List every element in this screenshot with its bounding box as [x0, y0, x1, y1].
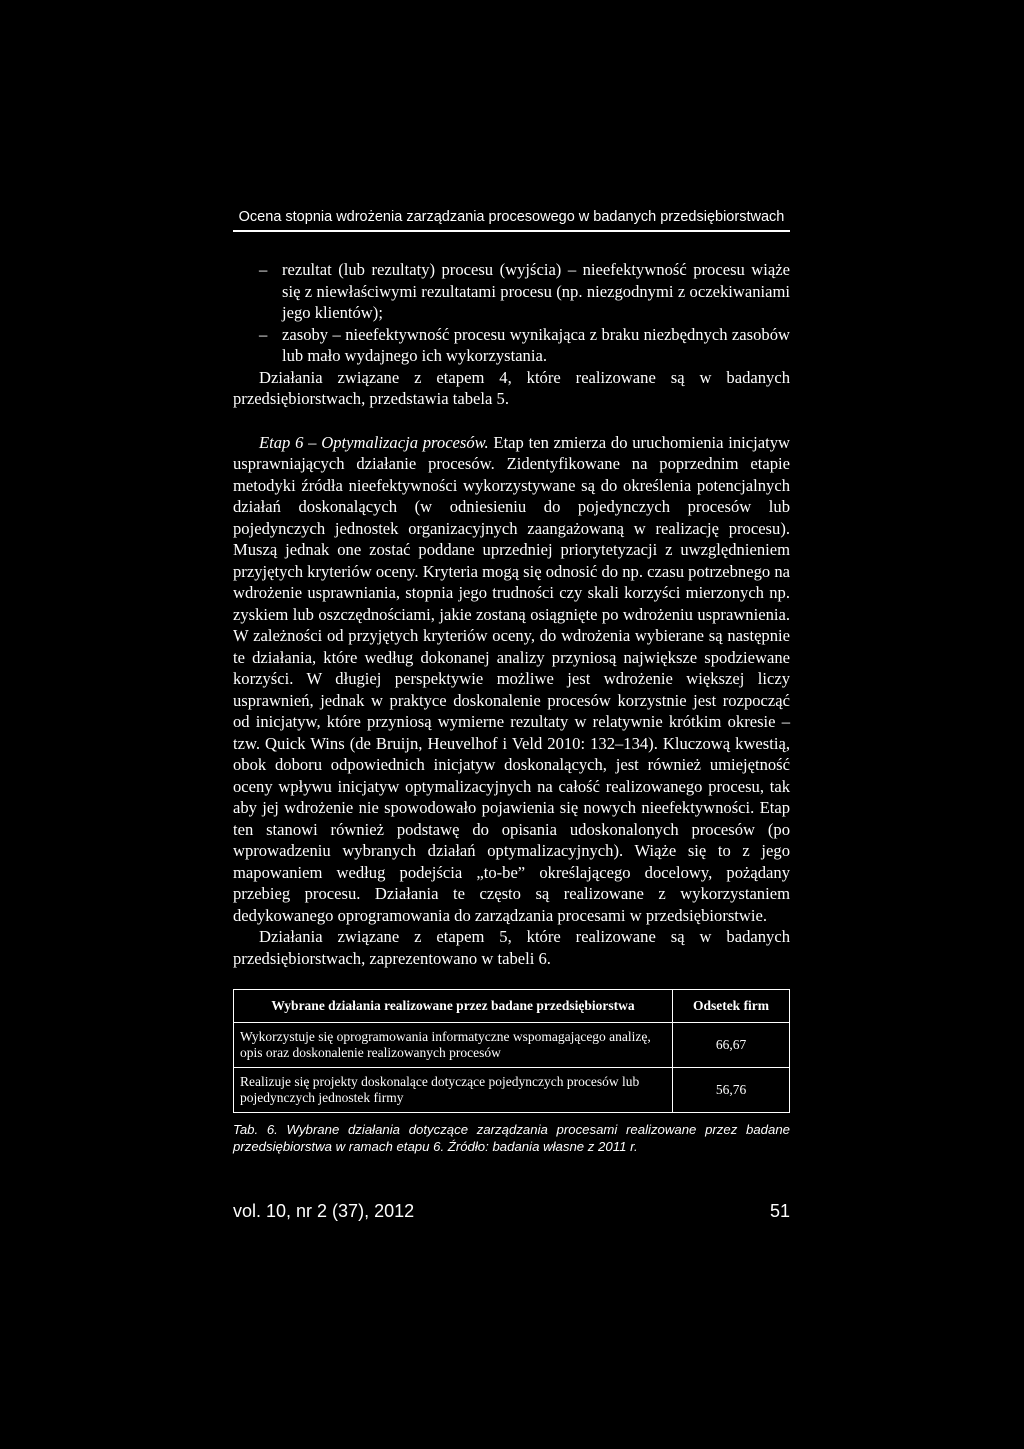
results-table: [233, 989, 790, 1113]
dash-marker: –: [259, 260, 268, 279]
page-footer: [233, 1200, 790, 1222]
table-cell-percent: 56,76: [673, 1068, 790, 1113]
stage6-body-text: Zidentyfikowane na poprzednim etapie metodyki źródła nieefektywności wykorzystywane są do określenia potencjalnych działań doskonalących (w odniesieniu do pojedynczych procesów lub pojedynczych jednostek organizacyjnych zaangażowaną w realizację procesu). Muszą jednak one zostać poddane uprzedniej priorytetyzacji z uwzględnieniem przyjętych kryteriów oceny. Kryteria mogą się odnosić do np. czasu potrzebnego na wdrożenie usprawniania, stopnia jego trudności czy skali korzyści mierzonych np. zyskiem lub oszczędnościami, jakie zostaną osiągnięte po wdrożeniu usprawnienia. W zależności od przyjętych kryteriów oceny, do wdrożenia wybierane są następnie te działania, które według dokonanej analizy przyniosą największe spodziewane korzyści. W długiej perspektywie możliwe jest wdrożenie większej liczy usprawnień, jednak w praktyce doskonalenie procesów korzystnie jest rozpocząć od inicjatyw, które przyniosą wymierne rezultaty w relatywnie krótkim okresie – tzw. Quick Wins (de Bruijn, Heuvelhof i Veld 2010: 132–134). Kluczową kwestią, obok doboru odpowiednich inicjatyw doskonalących, jest również umiejętność oceny wpływu inicjatyw optymalizacyjnych na całość realizowanego procesu, tak aby jej wdrożenie nie spowodowało pojawienia się nowych nieefektywności. Etap ten stanowi również podstawę do opisania udoskonalonych procesów (po wprowadzeniu wybranych działań optymalizacyjnych). Wiąże się to z jego mapowaniem według podejścia „to-be” określającego docelowy, pożądany przebieg procesu. Działania te często są realizowane z wykorzystaniem dedykowanego oprogramowania do zarządzania procesami w przedsiębiorstwie.: [233, 454, 790, 925]
table-header-row: [234, 990, 790, 1023]
header-rule: [233, 230, 790, 232]
paragraph-stage4: Działania związane z etapem 4, które realizowane są w badanych przedsiębiorstwach, przedstawia tabela 5.: [233, 367, 790, 408]
paragraph-stage5-table-ref: Działania związane z etapem 5, które realizowane są w badanych przedsiębiorstwach, zaprezentowano w tabeli 6.: [233, 927, 790, 968]
column-header-percent: Odsetek firm: [673, 990, 790, 1023]
table-cell-activity: Realizuje się projekty doskonalące dotyczące pojedynczych procesów lub pojedynczych jednostek firmy: [234, 1068, 673, 1113]
stage6-intro-text: Etap ten zmierza do uruchomienia inicjatyw usprawniających działanie procesów.: [233, 432, 790, 473]
column-header-activity: Wybrane działania realizowane przez badane przedsiębiorstwa: [234, 990, 673, 1023]
list-item-text: rezultat (lub rezultaty) procesu (wyjścia) – nieefektywność procesu wiąże się z niewłaściwymi rezultatami procesu (np. niezgodnymi z oczekiwaniami jego klientów);: [282, 260, 790, 322]
page-body: [233, 208, 790, 1155]
list-item-text: zasoby – nieefektywność procesu wynikająca z braku niezbędnych zasobów lub mało wydajnego ich wykorzystania.: [282, 324, 790, 365]
list-item: [233, 259, 790, 324]
list-item: [233, 324, 790, 367]
table-caption: Tab. 6. Wybrane działania dotyczące zarządzania procesami realizowane przez badane przedsiębiorstwa w ramach etapu 6. Źródło: badania własne z 2011 r.: [233, 1122, 790, 1154]
page-number: 51: [769, 1201, 790, 1221]
main-text: [233, 259, 790, 969]
table-cell-percent: 66,67: [673, 1023, 790, 1068]
bullet-list: [233, 259, 790, 367]
table-cell-activity: Wykorzystuje się oprogramowania informatyczne wspomagającego analizę, opis oraz doskonalenie realizowanych procesów: [234, 1023, 673, 1068]
table-row: [234, 1068, 790, 1113]
table-row: [234, 1023, 790, 1068]
stage6-heading: Etap 6 – Optymalizacja procesów.: [259, 432, 489, 452]
paragraph-stage6-intro: [233, 432, 790, 927]
running-header: Ocena stopnia wdrożenia zarządzania procesowego w badanych przedsiębiorstwach: [238, 209, 785, 225]
journal-issue: vol. 10, nr 2 (37), 2012: [233, 1201, 415, 1221]
dash-marker: –: [259, 324, 268, 344]
